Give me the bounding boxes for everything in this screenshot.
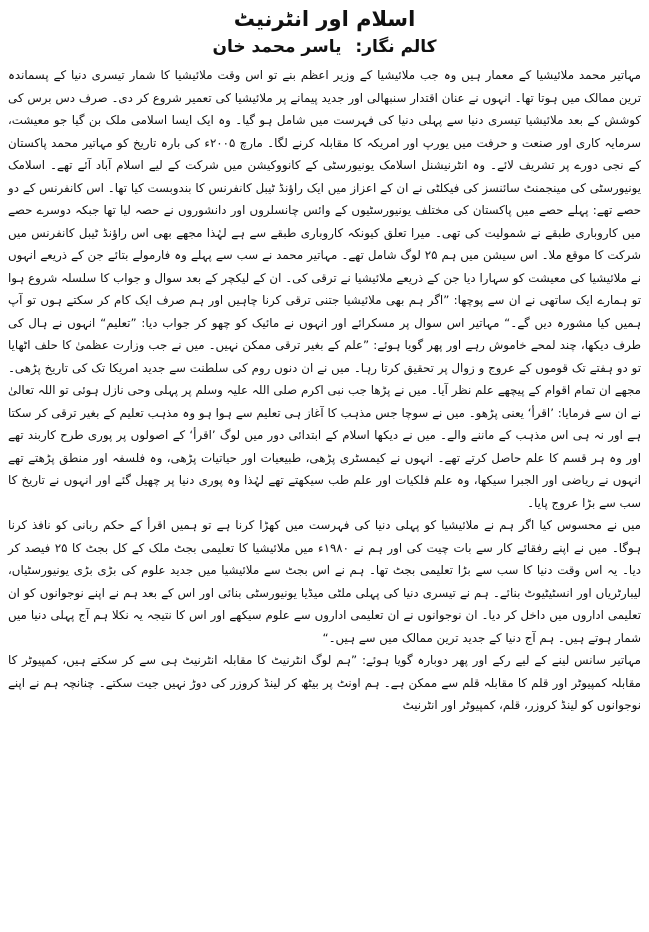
article-title: اسلام اور انٹرنیٹ — [233, 7, 416, 31]
byline-label: کالم نگار: — [355, 37, 437, 57]
article-paragraph: میں نے محسوس کیا اگر ہم نے ملائیشیا کو پہلی دنیا کی فہرست میں کھڑا کرنا ہے تو ہمیں اقرأ کے حکم ربانی کو نافذ کرنا ہوگا۔ میں نے اپنے رفقائے کار سے بات چیت کی اور ہم نے ۱۹۸۰ء میں ملائیشیا کا تعلیمی بجٹ ملک کے کل بجٹ کا ۲۵ فیصد کر دیا۔ یہ اس وقت دنیا کا سب سے بڑا تعلیمی بجٹ تھا۔ ہم نے اس بجٹ سے ملائیشیا میں جدید علوم کی بڑی بڑی یونیورسٹیاں، لیبارٹریاں اور انسٹیٹیوٹ بنائے۔ ہم نے تیسری دنیا کی پہلی ملٹی میڈیا یونیورسٹی بنائی اور اس کے بعد ہم نے اپنے نوجوانوں کو ان تعلیمی اداروں میں داخل کر دیا۔ ان نوجوانوں نے ان تعلیمی اداروں سے علوم سیکھے اور اس کا نتیجہ یہ نکلا ہم آج پہلی دنیا میں شمار ہوتے ہیں۔ ہم آج دنیا کے جدید ترین ممالک میں سے ہیں۔“ — [8, 518, 642, 645]
byline — [8, 34, 641, 60]
article-paragraph: مہاتیر سانس لینے کے لیے رکے اور پھر دوبارہ گویا ہوئے: ”ہم لوگ انٹرنیٹ کا مقابلہ انٹرنیٹ ہی سے کر سکتے ہیں، کمپیوٹر کا مقابلہ کمپیوٹر اور قلم کا مقابلہ قلم سے ممکن ہے۔ ہم اونٹ پر بیٹھ کر لینڈ کروزر کی دوڑ نہیں جیت سکتے۔ چنانچہ ہم نے اپنے نوجوانوں کو لینڈ کروزر، قلم، کمپیوٹر اور انٹرنیٹ — [8, 653, 641, 712]
article-paragraph: مہاتیر محمد ملائیشیا کے معمار ہیں وہ جب ملائیشیا کے وزیر اعظم بنے تو اس وقت ملائیشیا کا شمار تیسری دنیا کے پسماندہ ترین ممالک میں ہوتا تھا۔ انہوں نے عنان اقتدار سنبھالی اور جدید پیمانے پر ملائیشیا کی تعمیر شروع کر دی۔ صرف دس برس کی کوشش کے بعد ملائیشیا تیسری دنیا سے پہلی دنیا کی فہرست میں شامل ہو گیا۔ وہ ایک ایسا اسلامی ملک بن گیا جو معیشت، سرمایہ کاری اور صنعت و حرفت میں یورپ اور امریکہ کا مقابلہ کرنے لگا۔ مارچ ۲۰۰۵ء کی بارہ تاریخ کو مہاتیر محمد پاکستان کے نجی دورے پر تشریف لائے۔ وہ انٹرنیشنل اسلامک یونیورسٹی کے کانووکیشن میں شرکت کے لیے اسلام آباد آئے تھے۔ اسلامک یونیورسٹی کی مینجمنٹ سائنسز کی فیکلٹی نے ان کے اعزاز میں ایک راؤنڈ ٹیبل کانفرنس کا بندوبست کیا تھا۔ اس کانفرنس کے دو حصے تھے: پہلے حصے میں پاکستان کی مختلف یونیورسٹیوں کے وائس چانسلروں اور دانشوروں نے حصہ لیا تھا جبکہ دوسرے حصے میں کاروباری طبقے نے شمولیت کی تھی۔ میرا تعلق کیونکہ کاروباری طبقے سے ہے لہٰذا مجھے بھی اس راؤنڈ ٹیبل کانفرنس میں شرکت کا موقع ملا۔ اس سیشن میں ہم ۲۵ لوگ شامل تھے۔ مہاتیر محمد نے سب سے پہلے وہ فارمولے بتائے جن کے ذریعے انہوں نے ملائیشیا کی معیشت کو سہارا دیا جن کے ذریعے ملائیشیا نے ترقی کی۔ ان کے لیکچر کے بعد سوال و جواب کا سلسلہ شروع ہوا تو ہمارے ایک ساتھی نے ان سے پوچھا: ”اگر ہم بھی ملائیشیا جتنی ترقی کرنا چاہیں اور ہم صرف ایک کام کر سکتے ہوں تو آپ ہمیں کیا مشورہ دیں گے۔“ مہاتیر اس سوال پر مسکرائے اور انہوں نے مائیک کو چھو کر جواب دیا: ”تعلیم“ انہوں نے ہال کی طرف دیکھا، چند لمحے خاموش رہے اور پھر گویا ہوئے: ”علم کے بغیر ترقی ممکن نہیں۔ میں نے جب وزارت عظمیٰ کا حلف اٹھایا تو دو ہفتے تک قوموں کے عروج و زوال پر تحقیق کرتا رہا۔ میں نے ان دنوں روم کی سلطنت سے جدید امریکا تک کی تاریخ پڑھی۔ مجھے ان تمام اقوام کے پیچھے علم نظر آیا۔ میں نے پڑھا جب نبی اکرم صلی اللہ علیہ وسلم پر پہلی وحی نازل ہوئی تو اللہ تعالیٰ نے ان سے فرمایا: ’اقرأ‘ یعنی پڑھو۔ میں نے سوچا جس مذہب کا آغاز ہی تعلیم سے ہوا ہو وہ مذہب تعلیم کے بغیر ترقی کر سکتا ہے اور نہ ہی اس مذہب کے ماننے والے۔ میں نے دیکھا اسلام کے ابتدائی دور میں لوگ ’اقرأ‘ کے اصولوں پر پوری طرح کاربند تھے اور وہ ہر قسم کا علم حاصل کرتے تھے۔ انہوں نے کیمسٹری پڑھی، طبیعیات اور حیاتیات پڑھی، وہ فلسفہ اور منطق پڑھتے تھے انہوں نے ریاضی اور الجبرا سیکھا، وہ علم فلکیات اور علم طب سیکھتے تھے لہٰذا وہ پوری دنیا پر چھیل گئے اور انہوں نے تاریخ کا سب سے بڑا عروج پایا۔ — [8, 68, 641, 510]
author-name: یاسر محمد خان — [212, 37, 342, 57]
